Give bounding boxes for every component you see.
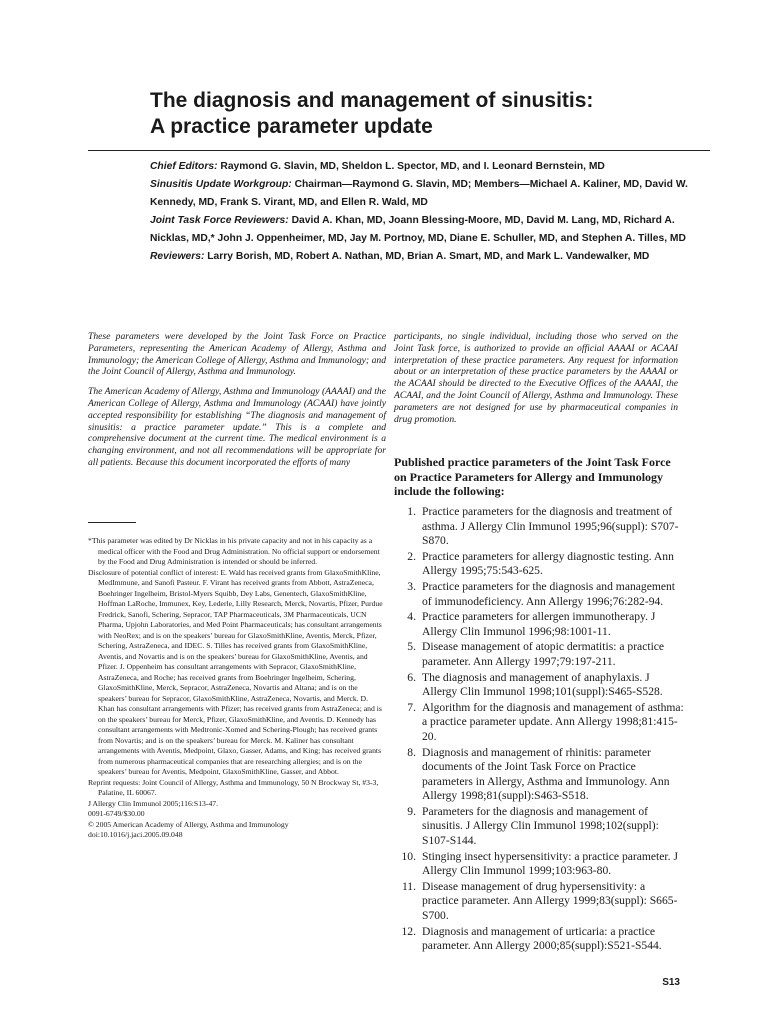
credit-names: Raymond G. Slavin, MD, Sheldon L. Spector, MD, and I. Leonard Bernstein, MD <box>220 161 605 172</box>
intro-paragraph-2: The American Academy of Allergy, Asthma and Immunology (AAAAI) and the American College of Allergy, Asthma and Immunology (ACAAI) have jointly accepted responsibility for establishing “The diagnosis and management of sinusitis: a practice parameter update.” This is a complete and comprehensive document at the current time. The medical environment is a changing environment, and not all recommendations will be appropriate for all patients. Because this document incorporated the efforts of many <box>88 386 386 468</box>
footnote-reprint: Reprint requests: Joint Council of Allergy, Asthma and Immunology, 50 N Brockway St, #3-3, Palatine, IL 60067. <box>88 777 379 797</box>
list-item <box>394 805 684 849</box>
list-item-text: Practice parameters for allergy diagnostic testing. Ann Allergy 1995;75:543-625. <box>422 549 674 578</box>
credit-role: Chief Editors: <box>150 161 218 172</box>
list-item-number: 7. <box>407 700 416 714</box>
list-item <box>394 505 684 549</box>
credit-role: Sinusitis Update Workgroup: <box>150 179 292 191</box>
copyright: © 2005 American Academy of Allergy, Asthma and Immunology <box>88 819 289 829</box>
list-item <box>394 880 684 924</box>
list-item <box>394 746 684 804</box>
title-divider <box>88 150 710 151</box>
author-credits <box>150 158 710 267</box>
list-item <box>394 850 684 879</box>
list-item <box>394 671 684 700</box>
footnote-divider <box>88 522 136 523</box>
list-item-number: 11. <box>401 879 416 893</box>
list-item-number: 12. <box>401 924 416 938</box>
credit-task-force-reviewers <box>150 212 710 248</box>
list-item-number: 6. <box>407 670 416 684</box>
list-item <box>394 550 684 579</box>
published-parameters-heading: Published practice parameters of the Joint Task Force on Practice Parameters for Allergy and Immunology include the following: <box>394 455 671 498</box>
credit-workgroup <box>150 176 710 212</box>
list-item-number: 2. <box>407 549 416 563</box>
list-item-number: 9. <box>407 804 416 818</box>
page-number: S13 <box>662 977 680 988</box>
list-item <box>394 640 684 669</box>
list-item-text: The diagnosis and management of anaphylaxis. J Allergy Clin Immunol 1998;101(suppl):S465-S528. <box>422 670 663 699</box>
list-item-text: Practice parameters for allergen immunotherapy. J Allergy Clin Immunol 1996;98:1001-11. <box>422 610 656 638</box>
published-parameters-list <box>394 505 684 955</box>
list-item-text: Disease management of drug hypersensitivity: a practice parameter. Ann Allergy 1999;83(suppl): S665-S700. <box>422 879 678 923</box>
list-item-text: Algorithm for the diagnosis and management of asthma: a practice parameter update. Ann Allergy 1998;81:415-20. <box>422 700 684 743</box>
credit-role: Reviewers: <box>150 251 205 263</box>
list-item-text: Practice parameters for the diagnosis and treatment of asthma. J Allergy Clin Immunol 1995;96(suppl): S707-S870. <box>422 505 679 548</box>
footnotes <box>88 536 384 841</box>
footnote-nicklas: *This parameter was edited by Dr Nicklas in his private capacity and not in his capacity as a medical officer with the Food and Drug Administration. No official support or endorsement by the Food and Drug Administration is intended or should be inferred. <box>88 536 380 566</box>
list-item-number: 5. <box>407 640 416 654</box>
list-item-text: Diagnosis and management of rhinitis: parameter documents of the Joint Task Force on Practice parameters in Allergy, Asthma and Immunology. Ann Allergy 1998;81(suppl):S463-S518. <box>422 745 670 803</box>
article-title <box>150 88 710 140</box>
journal-citation: J Allergy Clin Immunol 2005;116:S13-47. <box>88 798 219 808</box>
intro-right-column <box>394 331 678 425</box>
credit-names: Chairman—Raymond G. Slavin, MD; Members—Michael A. Kaliner, MD, David W. Kennedy, MD, Frank S. Virant, MD, and Ellen R. Wald, MD <box>150 179 688 209</box>
list-item-text: Practice parameters for the diagnosis and management of immunodeficiency. Ann Allergy 1996;76:282-94. <box>422 579 676 608</box>
doi: doi:10.1016/j.jaci.2005.09.048 <box>88 830 183 839</box>
list-item-number: 4. <box>407 610 416 624</box>
credit-names: David A. Khan, MD, Joann Blessing-Moore, MD, David M. Lang, MD, Richard A. Nicklas, MD,* John J. Oppenheimer, MD, Jay M. Portnoy, MD, Diane E. Schuller, MD, and Stephen A. Tilles, MD <box>150 215 686 245</box>
list-item-text: Diagnosis and management of urticaria: a practice parameter. Ann Allergy 2000;85(suppl):S521-S544. <box>422 924 662 953</box>
list-item-number: 8. <box>407 745 416 759</box>
list-item-number: 3. <box>407 579 416 593</box>
list-item-text: Disease management of atopic dermatitis: a practice parameter. Ann Allergy 1997;79:197-211. <box>422 640 665 668</box>
title-line-2: A practice parameter update <box>150 115 433 138</box>
intro-paragraph-1: These parameters were developed by the Joint Task Force on Practice Parameters, representing the American Academy of Allergy, Asthma and Immunology; the American College of Allergy, Asthma and Immunology; and the Joint Council of Allergy, Asthma and Immunology. <box>88 331 386 378</box>
list-item-number: 1. <box>407 505 416 518</box>
credit-names: Larry Borish, MD, Robert A. Nathan, MD, Brian A. Smart, MD, and Mark L. Vandewalker, MD <box>207 251 650 263</box>
title-line-1: The diagnosis and management of sinusitis: <box>150 89 594 112</box>
issn: 0091-6749/$30.00 <box>88 809 145 818</box>
list-item-number: 10. <box>401 849 416 863</box>
intro-continuation: participants, no single individual, including those who served on the Joint Task force, is authorized to provide an official AAAAI or ACAAI interpretation of these practice parameters. Any request for information about or an interpretation of these practice parameters by the AAAAI or the ACAAI should be directed to the Executive Offices of the AAAAI, the ACAAI, and the Joint Council of Allergy, Asthma and Immunology. These parameters are not designed for use by pharmaceutical companies in drug promotion. <box>394 331 678 425</box>
list-item <box>394 701 684 745</box>
list-item <box>394 580 684 609</box>
list-item <box>394 925 684 954</box>
list-item-text: Stinging insect hypersensitivity: a practice parameter. J Allergy Clin Immunol 1999;103:963-80. <box>422 849 678 878</box>
credit-chief-editors <box>150 158 710 176</box>
credit-reviewers <box>150 248 710 266</box>
list-item-text: Parameters for the diagnosis and management of sinusitis. J Allergy Clin Immunol 1998;102(suppl): S107-S144. <box>422 804 659 848</box>
credit-role: Joint Task Force Reviewers: <box>150 215 289 227</box>
intro-left-column <box>88 331 386 477</box>
footnote-disclosure: Disclosure of potential conflict of interest: E. Wald has received grants from GlaxoSmithKline, MedImmune, and Sanofi Pasteur. F. Virant has received grants from Abbott, AstraZeneca, Boehringer Ingelheim, Bristol-Myers Squibb, Dey Labs, Genentech, GlaxoSmithKline, Hoffman LaRoche, Immunex, Key, Lederle, Lilly Research, Merck, Novartis, Pfizer, Purdue Fredrick, Sanofi, Schering, Sepracor, TAP Pharmaceuticals, 3M Pharmaceuticals, UCN Pharma, Upjohn Laboratories, and Med Point Pharmaceuticals; has consultant arrangements with NeoRex; and is on the speakers’ bureau for GlaxoSmithKline, Aventis, Merck, Pfizer, Schering, AstraZeneca, and IDEC. S. Tilles has received grants from GlaxoSmithKline, Aventis, and Novartis and is on the speakers’ bureau for GlaxoSmithKline, Aventis, and Pfizer. J. Oppenheim has consultant arrangements with Sepracor, GlaxoSmithKline, AstraZeneca, and Roche; has received grants from Boehringer Ingelheim, Schering, GlaxoSmithKline, Merck, Sepracor, AstraZeneca, Novartis and Altana; and is on the speakers’ bureau for Sepracor, GlaxoSmithKline, AstraZeneca, Novartis, and Merck. D. Khan has consultant arrangements with Pfizer; has received grants from AstraZeneca; and is on the speakers’ bureau for Merck, Pfizer, GlaxoSmithKline, and Aventis. D. Kennedy has consultant arrangements with Medtronic-Xomed and Schering-Plough; has received grants from Novartis; and is on the speakers’ bureau for Merck. M. Kaliner has consultant arrangements with Aventis, Medpoint, Glaxo, Gasser, Adams, and King; has received grants from numerous pharmaceutical companies that are researching allergies; and is on the speakers’ bureau for Aventis, Medpoint, GlaxoSmithKline, Gasser, and Abbot. <box>88 567 383 776</box>
list-item <box>394 610 684 639</box>
